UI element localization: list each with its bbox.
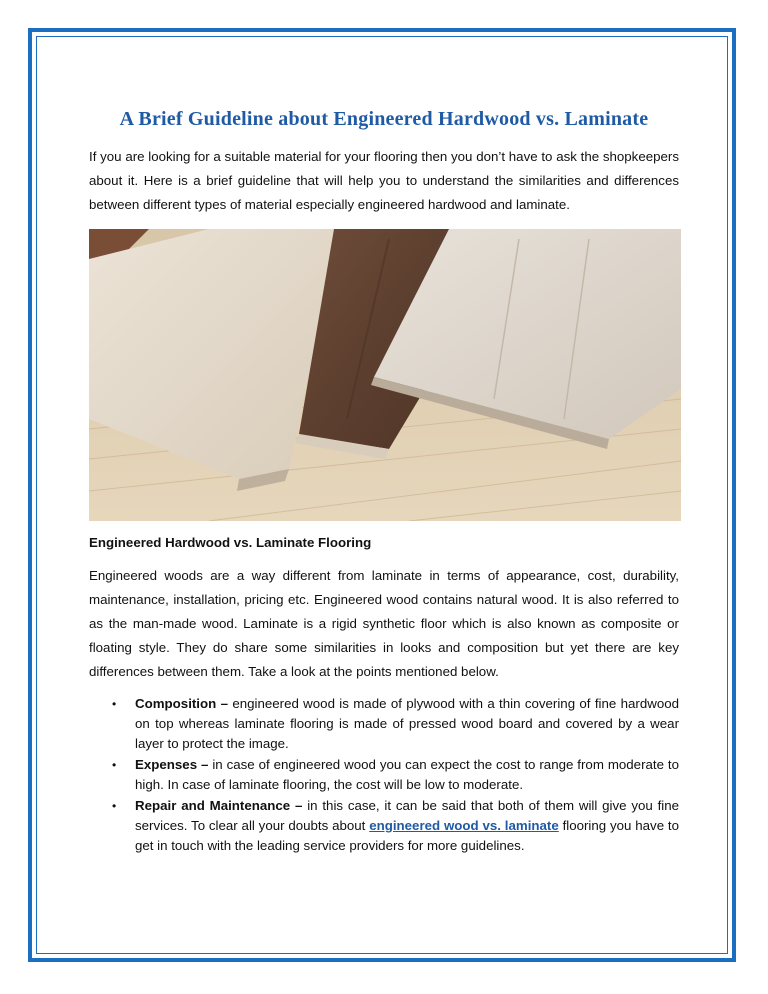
bullet-term: Composition – [135, 696, 228, 711]
section-heading: Engineered Hardwood vs. Laminate Flooring [89, 535, 372, 550]
list-item [89, 796, 679, 856]
bullet-text: in case of engineered wood you can expect the cost to range from moderate to high. In case of laminate flooring, the cost will be low to moderate. [135, 757, 680, 792]
bullet-icon: • [112, 697, 117, 711]
bullet-icon: • [112, 758, 117, 772]
body-paragraph: Engineered woods are a way different from laminate in terms of appearance, cost, durability, maintenance, installation, pricing etc. Engineered wood contains natural wood. It is also referred to as the man-made wood. Laminate is a rigid synthetic floor which is also known as composite or floating style. They do share some similarities in looks and composition but yet there are key differences between them. Take a look at the points mentioned below. [89, 568, 679, 679]
bullet-term: Expenses – [135, 757, 209, 772]
flooring-planks-image [89, 229, 681, 521]
intro-paragraph: If you are looking for a suitable material for your flooring then you don’t have to ask the shopkeepers about it. Here is a brief guideline that will help you to understand the similarities and differences between different types of material especially engineered hardwood and laminate. [89, 149, 679, 212]
document-body [89, 108, 679, 857]
bullet-text: flooring you have to get in touch with the leading service providers for more guidelines. [135, 818, 680, 853]
list-item [89, 694, 679, 754]
bullet-text: in this case, it can be said that both of them will give you fine services. To clear all your doubts about [135, 798, 680, 833]
bullet-term: Repair and Maintenance – [135, 798, 303, 813]
bullet-icon: • [112, 799, 117, 813]
bullet-text: engineered wood is made of plywood with a thin covering of fine hardwood on top whereas laminate flooring is made of pressed wood board and covered by a wear layer to protect the image. [135, 696, 680, 751]
document-title: A Brief Guideline about Engineered Hardwood vs. Laminate [119, 108, 649, 130]
list-item [89, 755, 679, 795]
engineered-wood-vs-laminate-link[interactable]: engineered wood vs. laminate [369, 818, 559, 833]
bullet-list [89, 694, 679, 856]
